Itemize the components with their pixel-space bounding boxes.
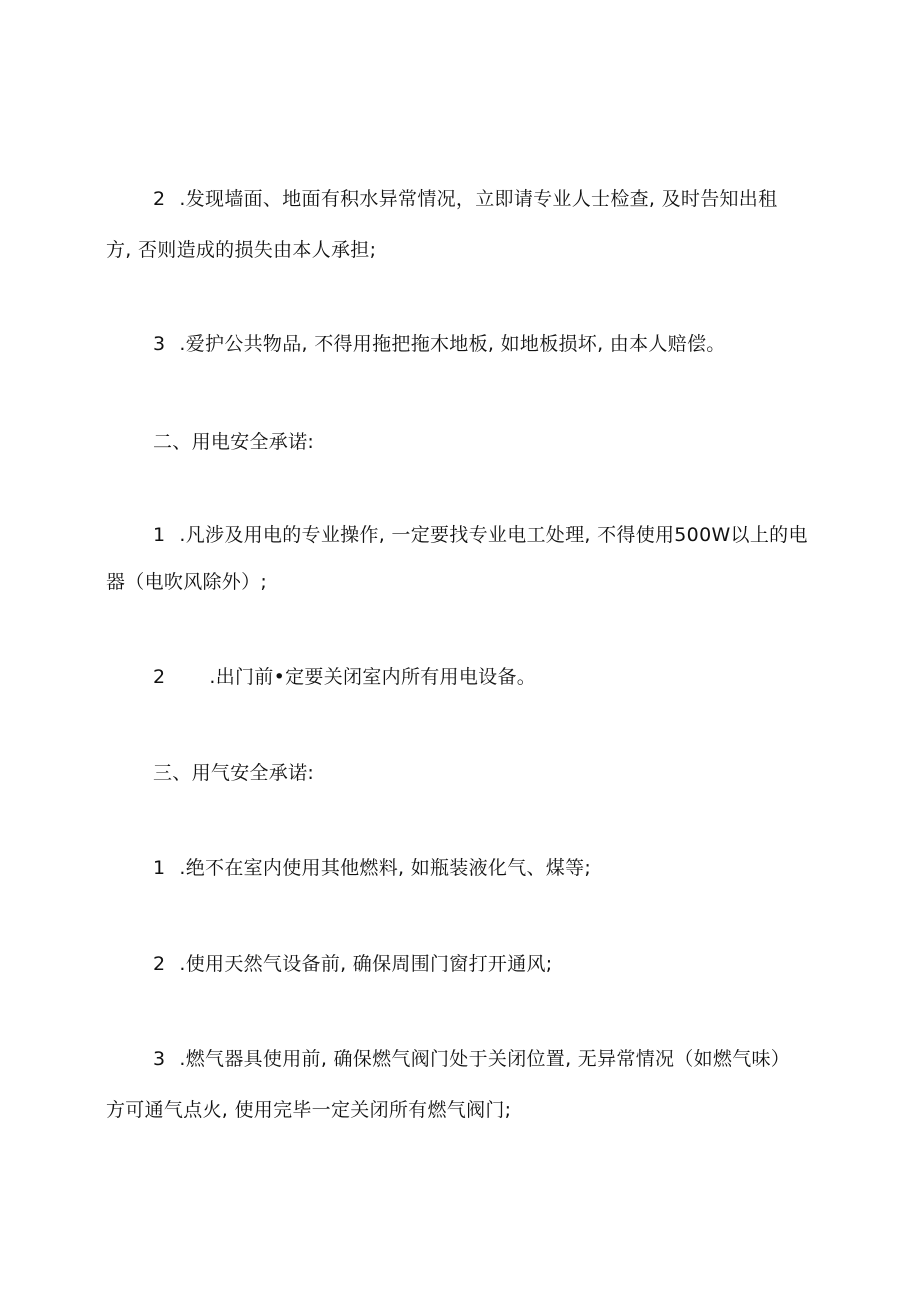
electric-item-2-line-1: [153, 664, 536, 690]
item-number: 2: [153, 666, 166, 688]
item-number: 1: [153, 524, 166, 546]
gas-item-3-line-1: [153, 1046, 790, 1072]
gas-item-1-line-1: [153, 855, 591, 881]
item-number: 3: [153, 333, 166, 355]
item-2-line-2: 方, 否则造成的损失由本人承担;: [106, 239, 377, 261]
electric-item-1-line-2: 器（电吹风除外）;: [106, 571, 268, 593]
item-text: .出门前•定要关闭室内所有用电设备。: [209, 666, 537, 688]
item-text: .燃气器具使用前, 确保燃气阀门处于关闭位置, 无异常情况（如燃气味）: [179, 1048, 791, 1070]
electric-item-1-line-1: [153, 522, 808, 548]
item-number: 1: [153, 857, 166, 879]
section-heading-electric: 二、用电安全承诺:: [153, 431, 315, 453]
item-text: .爱护公共物品, 不得用拖把拖木地板, 如地板损坏, 由本人赔偿。: [179, 333, 726, 355]
item-number: 2: [153, 188, 166, 210]
item-2-line-1: [153, 186, 777, 212]
item-text: .凡涉及用电的专业操作, 一定要找专业电工处理, 不得使用500W以上的电: [179, 524, 808, 546]
section-heading-gas: 三、用气安全承诺:: [153, 762, 315, 784]
item-number: 2: [153, 953, 166, 975]
gas-item-3-line-2: 方可通气点火, 使用完毕一定关闭所有燃气阀门;: [106, 1099, 512, 1121]
item-text: .使用天然气设备前, 确保周围门窗打开通风;: [179, 953, 553, 975]
item-text: .发现墙面、地面有积水异常情况，立即请专业人士检查, 及时告知出租: [179, 188, 778, 210]
item-3-line-1: [153, 331, 726, 357]
item-number: 3: [153, 1048, 166, 1070]
item-text: .绝不在室内使用其他燃料, 如瓶装液化气、煤等;: [179, 857, 592, 879]
gas-item-2-line-1: [153, 951, 553, 977]
